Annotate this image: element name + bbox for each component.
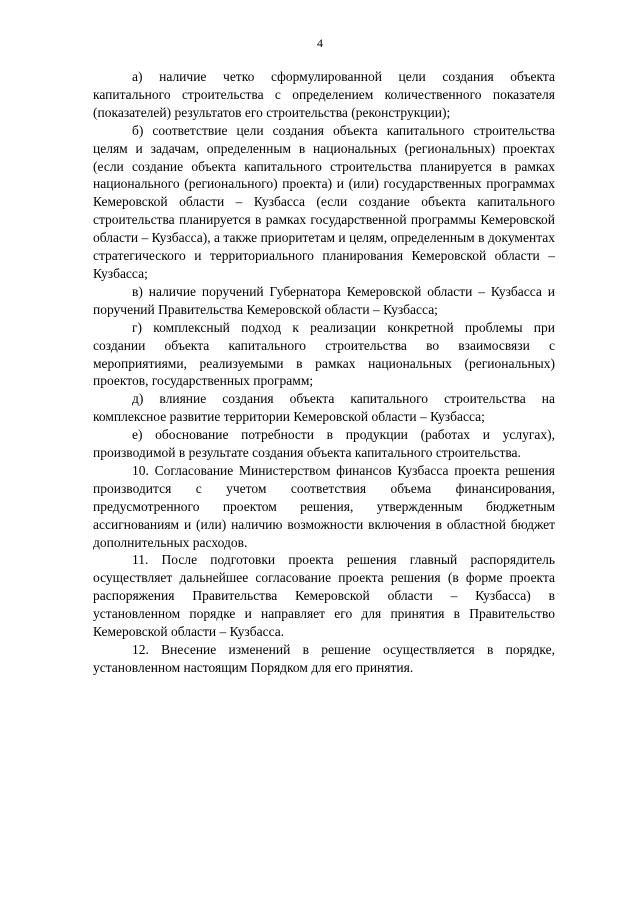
paragraph-12: 12. Внесение изменений в решение осуществляется в порядке, установленном настоящим Порядком для его принятия. bbox=[93, 642, 555, 675]
paragraph-10: 10. Согласование Министерством финансов Кузбасса проекта решения производится с учетом соответствия объема финансирования, предусмотренного проектом решения, утвержденным бюджетным ассигнованиям и (или) наличию возможности включения в областной бюджет дополнительных расходов. bbox=[93, 462, 555, 550]
paragraph-a: а) наличие четко сформулированной цели создания объекта капитального строительства с определением количественного показателя (показателей) результатов его строительства (реконструкции); bbox=[93, 69, 555, 120]
paragraph-d: д) влияние создания объекта капитального строительства на комплексное развитие территории Кемеровской области – Кузбасса; bbox=[93, 391, 555, 425]
document-body bbox=[93, 68, 555, 677]
paragraph-v: в) наличие поручений Губернатора Кемеровской области – Кузбасса и поручений Правительства Кемеровской области – Кузбасса; bbox=[93, 283, 555, 317]
page-number: 4 bbox=[317, 36, 323, 50]
paragraph-e: е) обоснование потребности в продукции (работах и услугах), производимой в результате создания объекта капитального строительства. bbox=[93, 427, 555, 461]
paragraph-g: г) комплексный подход к реализации конкретной проблемы при создании объекта капитального строительства во взаимосвязи с мероприятиями, реализуемыми в рамках национальных (региональных) проектов, государственных программ; bbox=[93, 319, 555, 389]
paragraph-b: б) соответствие цели создания объекта капитального строительства целям и задачам, определенным в национальных (региональных) проектах (если создание объекта капитального строительства планируется в рамках национального (регионального) проекта) и (или) государственных программах Кемеровской области – Кузбасса (если создание объекта капитального строительства планируется в рамках государственной программы Кемеровской области – Кузбасса), а также приоритетам и целям, определенным в документах стратегического и территориального планирования Кемеровской области – Кузбасса; bbox=[93, 122, 555, 281]
paragraph-11: 11. После подготовки проекта решения главный распорядитель осуществляет дальнейшее согласование проекта решения (в форме проекта распоряжения Правительства Кемеровской области – Кузбасса) в установленном порядке и направляет его для принятия в Правительство Кемеровской области – Кузбасса. bbox=[93, 552, 555, 640]
